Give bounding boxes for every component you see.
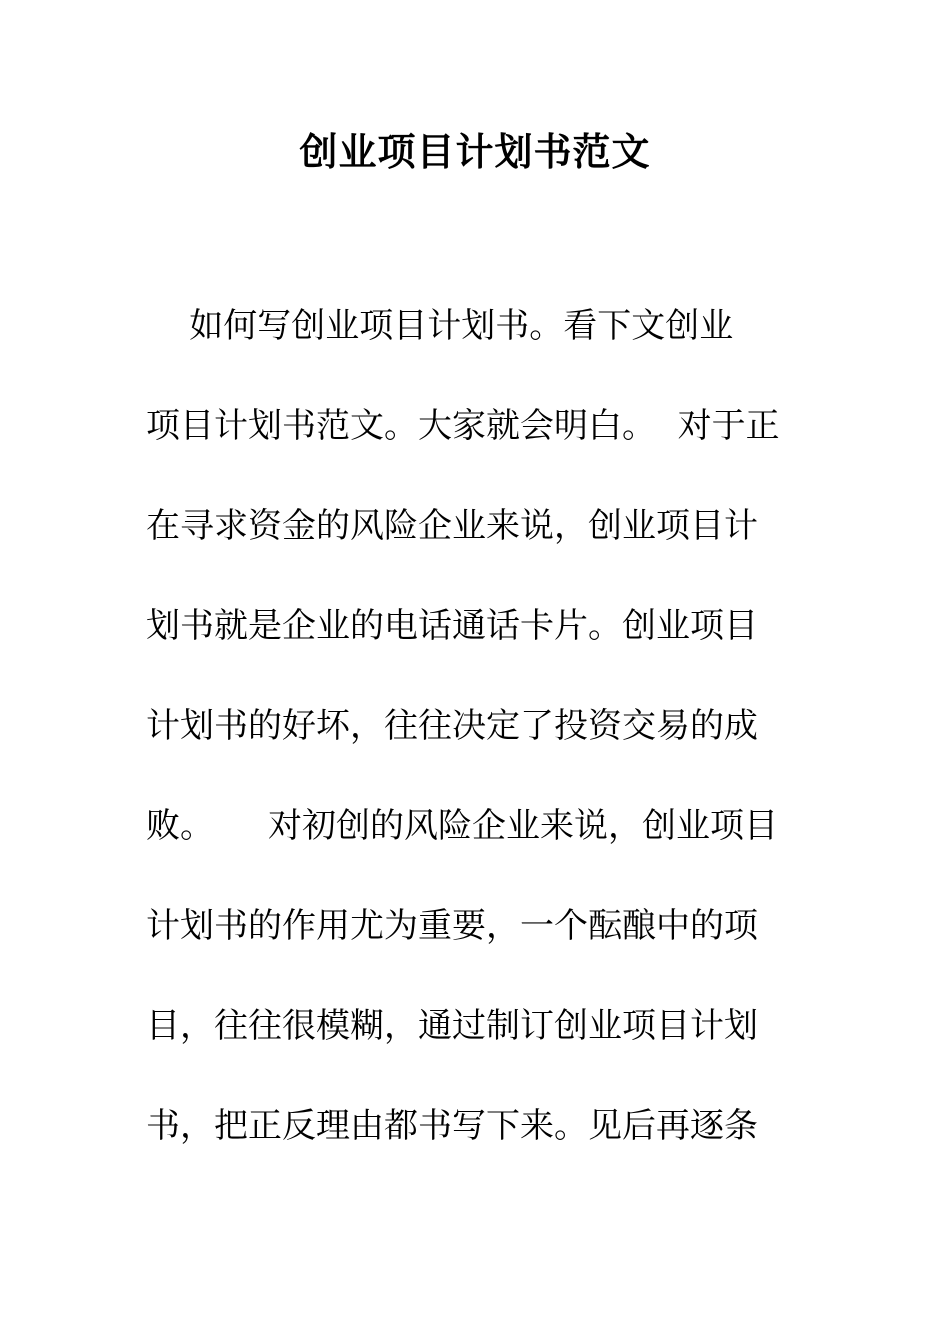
body-line: 书，把正反理由都书写下来。见后再逐条: [146, 1106, 758, 1146]
document-body: [146, 298, 806, 1198]
body-line: 计划书的作用尤为重要，一个酝酿中的项: [146, 906, 758, 946]
document-title: 创业项目计划书范文: [299, 129, 651, 174]
body-line: 计划书的好坏，往往决定了投资交易的成: [146, 706, 758, 746]
body-line: 目，往往很模糊，通过制订创业项目计划: [146, 1006, 758, 1046]
body-line: 划书就是企业的电话通话卡片。创业项目: [146, 606, 758, 646]
body-line: 如何写创业项目计划书。看下文创业: [146, 306, 734, 346]
body-line: 在寻求资金的风险企业来说，创业项目计: [146, 506, 758, 546]
body-line: 败。 对初创的风险企业来说，创业项目: [146, 806, 779, 846]
body-line: 项目计划书范文。大家就会明白。 对于正: [146, 406, 780, 446]
